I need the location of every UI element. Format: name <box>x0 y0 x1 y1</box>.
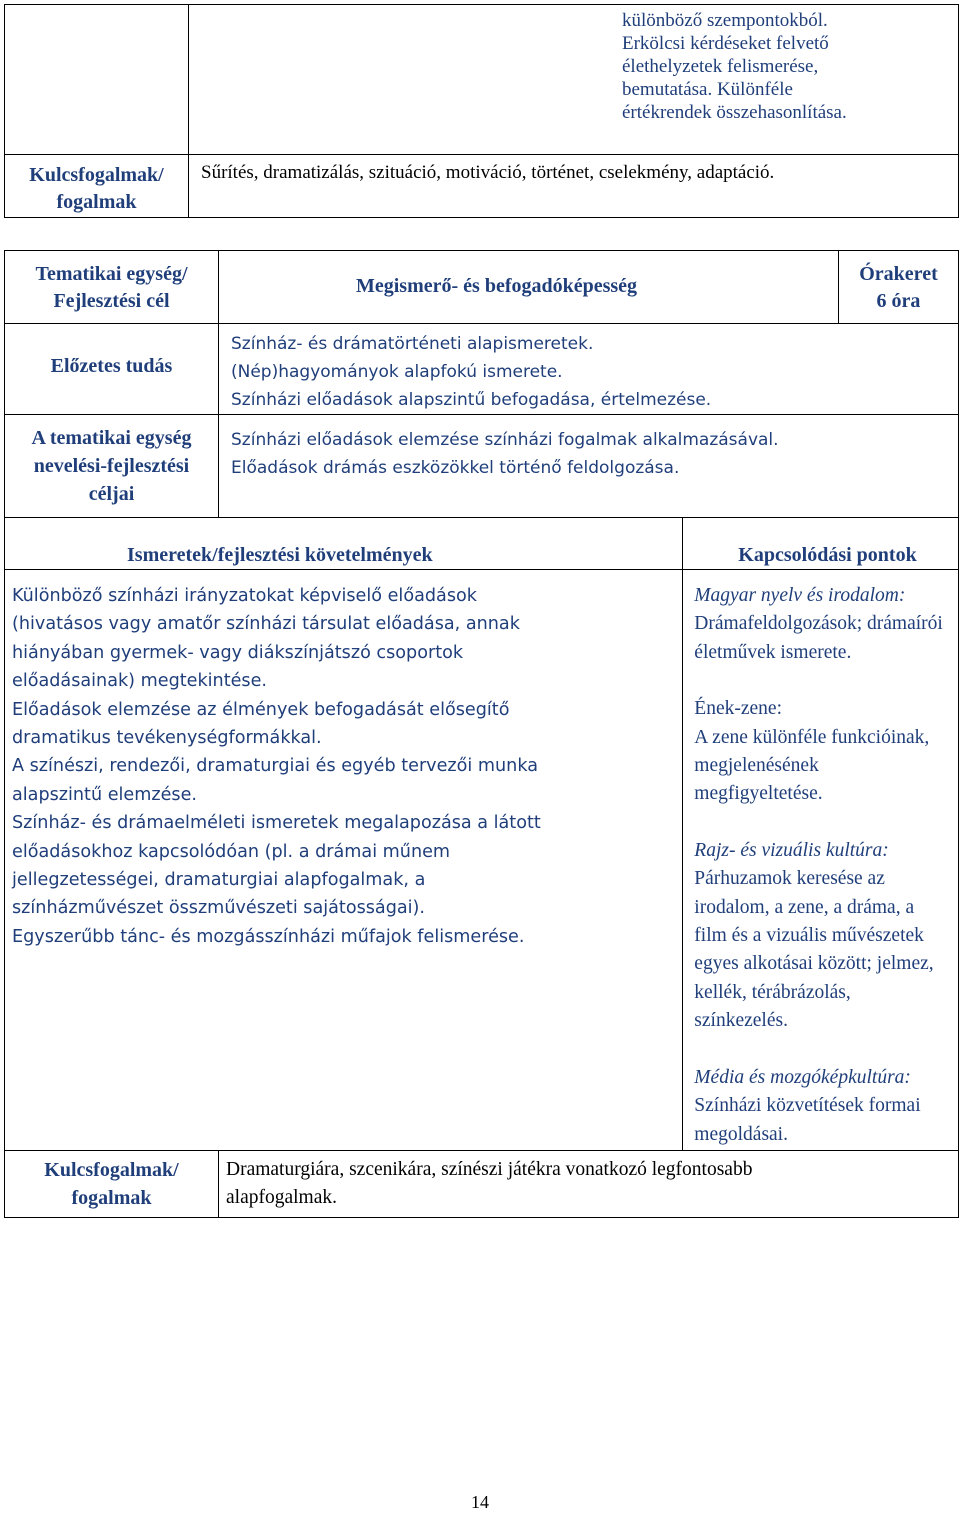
connection-line: életművek ismerete. <box>694 641 852 663</box>
connection-media <box>694 1064 958 1149</box>
requirements-line: hiányában gyermek- vagy diákszínjátszó csoportok <box>12 642 464 663</box>
key-concepts-label-line: Kulcsfogalmak/ <box>44 1159 179 1181</box>
key-concepts-label-line: Kulcsfogalmak/ <box>29 164 164 186</box>
top-empty-left-cell <box>5 5 189 155</box>
hours-block <box>839 251 958 315</box>
connections-header: Kapcsolódási pontok <box>738 544 917 566</box>
requirements-line: A színészi, rendezői, dramaturgiai és egyéb tervezői munka <box>12 756 538 777</box>
thematic-label-line: Fejlesztési cél <box>53 290 170 312</box>
thematic-label-line: Tematikai egység/ <box>35 263 188 285</box>
key-concepts-label-line: fogalmak <box>56 191 137 213</box>
unit-key-concepts-label-cell <box>5 1151 219 1218</box>
requirements-header: Ismeretek/fejlesztési követelmények <box>127 544 433 566</box>
key-concepts-label <box>5 155 188 216</box>
goals-cell <box>219 415 959 518</box>
continuation-line: Erkölcsi kérdéseket felvető <box>622 33 829 54</box>
unit-key-concepts-label <box>5 1151 218 1212</box>
connection-line: film és a vizuális művészetek <box>694 925 924 947</box>
connection-subject: Ének-zene: <box>694 698 782 720</box>
connection-line: irodalom, a zene, a dráma, a <box>694 896 915 918</box>
goals-text <box>219 415 958 482</box>
top-continuation-cell <box>189 5 959 155</box>
connection-subject: Rajz- és vizuális kultúra: <box>694 839 889 861</box>
continuation-line: élethelyzetek felismerése, <box>622 56 819 77</box>
requirements-line: jellegzetességei, dramaturgiai alapfogalmak, a <box>12 870 426 891</box>
connection-line: megfigyeltetése. <box>694 783 823 805</box>
prior-knowledge-line: Színházi előadások alapszintű befogadása, értelmezése. <box>231 390 712 410</box>
prior-knowledge-cell <box>219 324 959 415</box>
prior-knowledge-label: Előzetes tudás <box>50 355 173 377</box>
goals-label-line: nevelési-fejlesztési <box>33 455 190 477</box>
connections-text <box>683 570 958 1149</box>
hours-value: 6 óra <box>876 290 921 312</box>
prior-knowledge-label-cell <box>5 324 219 415</box>
connection-music <box>694 695 958 809</box>
hours-label: Órakeret <box>859 263 938 285</box>
connections-header-cell <box>683 518 959 570</box>
requirements-line: Különböző színházi irányzatokat képviselő előadások <box>12 586 477 606</box>
connection-line: kellék, térábrázolás, <box>694 981 851 1003</box>
connection-visual-arts <box>694 837 958 1036</box>
requirements-line: Színház- és drámaelméleti ismeretek megalapozása a látott <box>12 813 541 834</box>
key-concepts-line: alapfogalmak. <box>226 1187 337 1208</box>
requirements-line: alapszintű elemzése. <box>12 784 198 805</box>
unit-key-concepts-cell <box>219 1151 959 1218</box>
continuation-line: értékrendek összehasonlítása. <box>622 102 847 123</box>
connection-line: Párhuzamok keresése az <box>694 868 885 890</box>
key-concepts-label-cell <box>5 155 189 218</box>
goals-label-line: A tematikai egység <box>31 427 192 449</box>
thematic-label <box>5 251 218 315</box>
unit-table <box>4 250 959 1218</box>
prior-knowledge-line: Színház- és drámatörténeti alapismeretek. <box>231 334 594 354</box>
connections-cell <box>683 570 959 1151</box>
requirements-line: előadásokhoz kapcsolódóan (pl. a drámai műnem <box>12 841 451 862</box>
requirements-cell <box>5 570 683 1151</box>
key-concepts-text: Sűrítés, dramatizálás, szituáció, motiváció, történet, cselekmény, adaptáció. <box>201 162 775 183</box>
key-concepts-label-line: fogalmak <box>71 1187 152 1209</box>
connection-hungarian <box>694 582 958 667</box>
connection-line: Drámafeldolgozások; drámaírói <box>694 613 943 635</box>
connection-line: megjelenésének <box>694 755 819 777</box>
connection-subject: Média és mozgóképkultúra: <box>694 1066 911 1088</box>
prior-knowledge-text <box>219 324 958 414</box>
goals-label <box>5 415 218 508</box>
connection-line: Színházi közvetítések formai <box>694 1095 921 1117</box>
key-concepts-line: Dramaturgiára, szcenikára, színészi játékra vonatkozó legfontosabb <box>226 1159 753 1180</box>
requirements-line: dramatikus tevékenységformákkal. <box>12 728 322 749</box>
requirements-text <box>5 570 682 951</box>
connection-line: megoldásai. <box>694 1123 788 1145</box>
top-table <box>4 4 959 218</box>
page-number: 14 <box>471 1492 489 1512</box>
unit-title-cell <box>219 251 839 324</box>
unit-key-concepts-text <box>219 1151 958 1212</box>
requirements-line: színházművészet összművészeti sajátosságai). <box>12 898 425 919</box>
requirements-header-cell <box>5 518 683 570</box>
continuation-line: különböző szempontokból. <box>622 10 828 31</box>
hours-cell <box>839 251 959 324</box>
continuation-text <box>189 5 958 124</box>
prior-knowledge-line: (Nép)hagyományok alapfokú ismerete. <box>231 362 563 382</box>
requirements-line: Egyszerűbb tánc- és mozgásszínházi műfajok felismerése. <box>12 926 525 947</box>
connection-line: színkezelés. <box>694 1010 788 1032</box>
goals-line: Előadások drámás eszközökkel történő feldolgozása. <box>231 458 680 478</box>
continuation-line: bemutatása. Különféle <box>622 79 793 100</box>
goals-line: Színházi előadások elemzése színházi fogalmak alkalmazásával. <box>231 430 779 450</box>
connection-line: egyes alkotásai között; jelmez, <box>694 953 934 975</box>
requirements-line: Előadások elemzése az élmények befogadását elősegítő <box>12 699 510 720</box>
goals-label-cell <box>5 415 219 518</box>
key-concepts-cell <box>189 155 959 218</box>
requirements-line: előadásainak) megtekintése. <box>12 671 268 692</box>
thematic-label-cell <box>5 251 219 324</box>
requirements-line: (hivatásos vagy amatőr színházi társulat előadása, annak <box>12 614 520 635</box>
connection-line: A zene különféle funkcióinak, <box>694 726 930 748</box>
goals-label-line: céljai <box>88 483 135 505</box>
unit-title: Megismerő- és befogadóképesség <box>356 275 638 297</box>
connection-subject: Magyar nyelv és irodalom: <box>694 585 906 606</box>
